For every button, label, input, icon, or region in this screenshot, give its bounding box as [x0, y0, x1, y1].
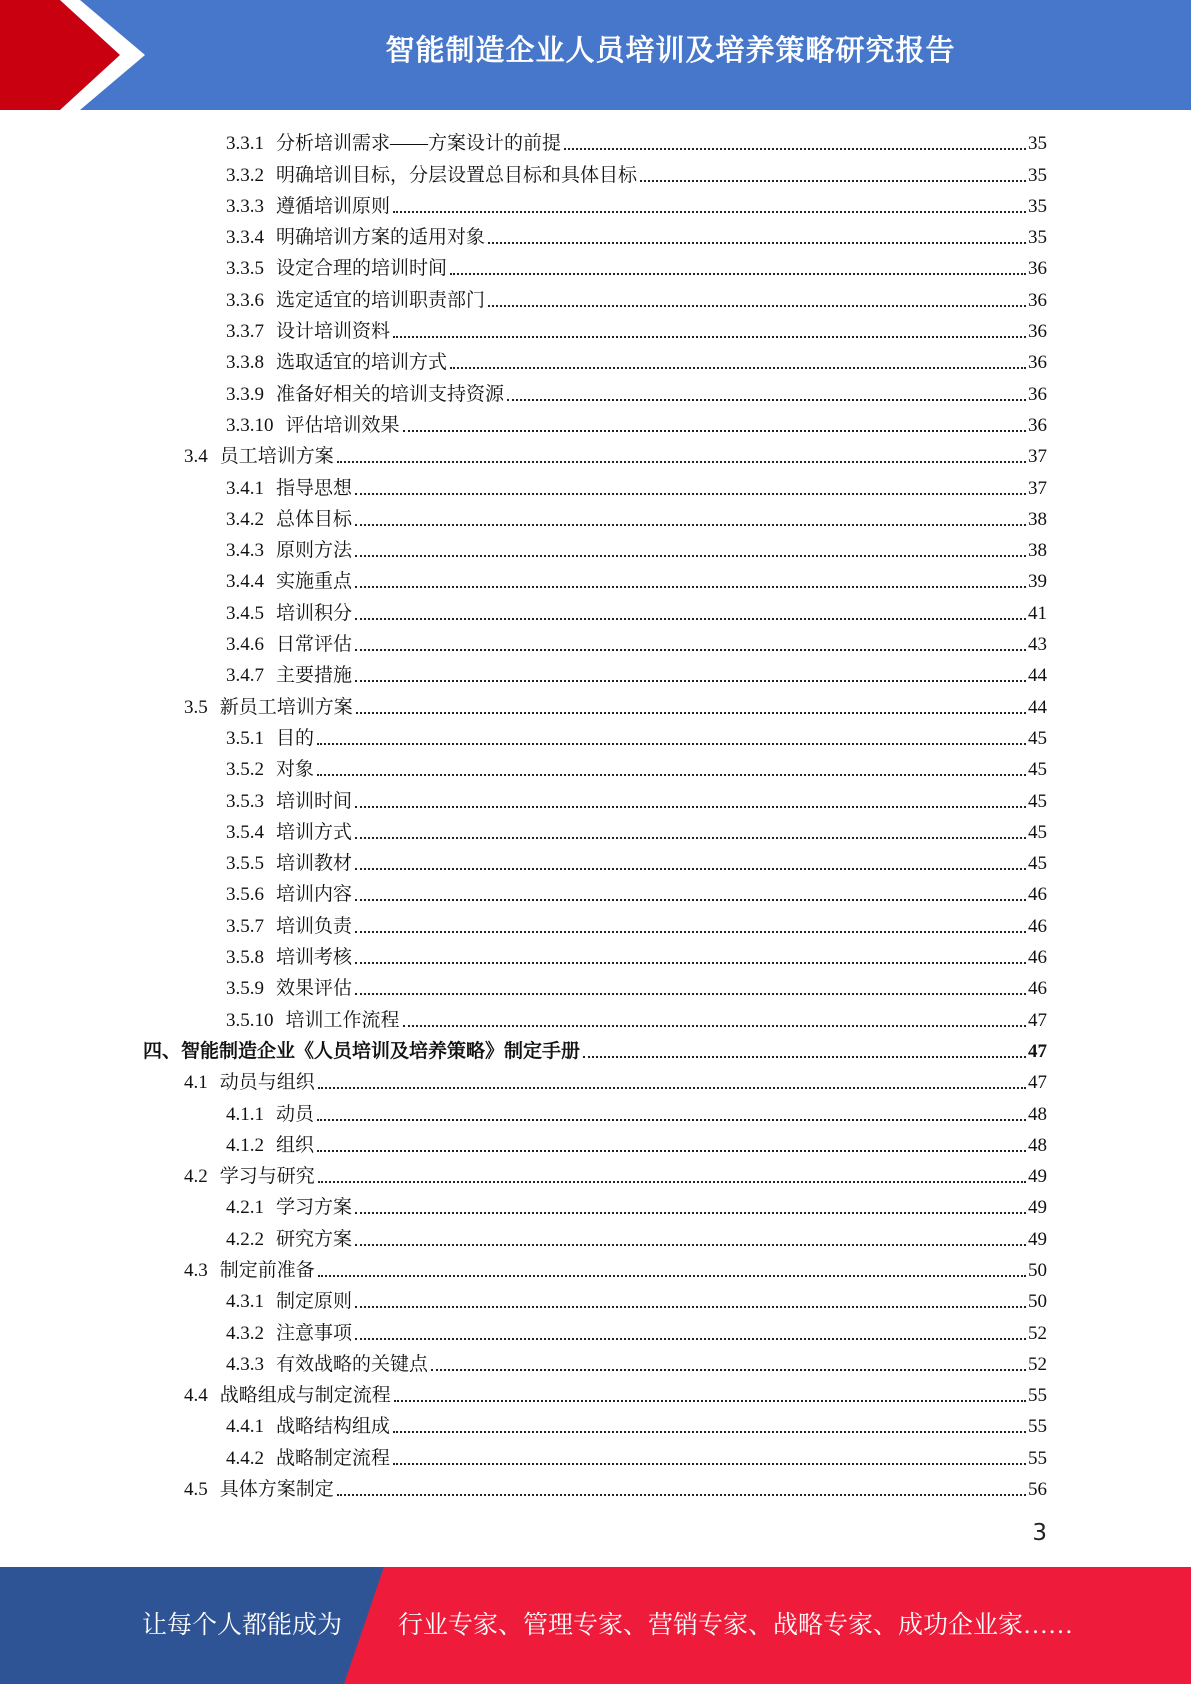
- toc-entry-page: 48: [1028, 1103, 1047, 1125]
- toc-entry-title: 培训方式: [276, 821, 353, 843]
- toc-dot-leader: [564, 148, 1026, 150]
- toc-entry-title: 培训内容: [276, 884, 353, 906]
- toc-entry-number: 3.5.4: [226, 821, 264, 843]
- toc-entry-title: 明确培训目标，分层设置总目标和具体目标: [276, 164, 638, 186]
- toc-entry-number: 3.5.6: [226, 884, 264, 906]
- toc-entry-page: 56: [1028, 1479, 1047, 1501]
- toc-entry[interactable]: [0, 1128, 1191, 1159]
- toc-dot-leader: [431, 1369, 1026, 1371]
- toc-entry-number: 3.5.7: [226, 915, 264, 937]
- toc-entry-label: [226, 316, 390, 345]
- toc-entry[interactable]: [0, 157, 1191, 188]
- toc-entry-label: [226, 191, 390, 220]
- toc-entry-label: [226, 973, 352, 1002]
- toc-entry-label: [184, 1255, 315, 1284]
- toc-dot-leader: [317, 743, 1026, 745]
- toc-entry-page: 49: [1028, 1197, 1047, 1219]
- toc-entry-page: 46: [1028, 978, 1047, 1000]
- toc-entry-page: 35: [1028, 133, 1047, 155]
- toc-entry-number: 3.3.5: [226, 258, 264, 280]
- toc-entry-number: 3.4.3: [226, 540, 264, 562]
- toc-entry-number: 3.3.2: [226, 164, 264, 186]
- toc-entry-number: 3.3.4: [226, 227, 264, 249]
- toc-entry[interactable]: [0, 251, 1191, 282]
- toc-entry-title: 设定合理的培训时间: [276, 258, 448, 280]
- toc-entry-label: [226, 1411, 390, 1440]
- toc-entry-label: [143, 1036, 580, 1065]
- toc-entry-page: 36: [1028, 414, 1047, 436]
- toc-entry-number: 3.3.1: [226, 133, 264, 155]
- toc-dot-leader: [355, 931, 1026, 933]
- toc-entry-number: 4.3.1: [226, 1291, 264, 1313]
- page-header: [0, 0, 1191, 110]
- toc-entry[interactable]: [0, 1378, 1191, 1409]
- toc-entry-number: 4.1.2: [226, 1134, 264, 1156]
- toc-dot-leader: [640, 180, 1026, 182]
- toc-entry-label: [226, 504, 352, 533]
- toc-entry-title: 分析培训需求——方案设计的前提: [276, 133, 562, 155]
- toc-entry-page: 37: [1028, 446, 1047, 468]
- toc-entry-label: [226, 473, 352, 502]
- toc-entry-number: 4.4.1: [226, 1416, 264, 1438]
- toc-entry-number: 3.5.3: [226, 790, 264, 812]
- toc-entry-number: 3.5.2: [226, 759, 264, 781]
- toc-dot-leader: [355, 899, 1026, 901]
- toc-entry-page: 37: [1028, 477, 1047, 499]
- toc-entry-page: 47: [1028, 1009, 1047, 1031]
- toc-entry[interactable]: [0, 1284, 1191, 1315]
- toc-entry-label: [226, 1099, 314, 1128]
- toc-entry[interactable]: [0, 1034, 1191, 1065]
- toc-entry[interactable]: [0, 1065, 1191, 1096]
- toc-entry-label: [226, 566, 352, 595]
- toc-entry-label: [184, 1380, 391, 1409]
- toc-entry-number: 3.3.9: [226, 383, 264, 405]
- toc-entry-title: 动员: [276, 1103, 315, 1125]
- toc-dot-leader: [488, 305, 1026, 307]
- toc-entry-title: 培训考核: [276, 947, 353, 969]
- toc-entry[interactable]: [0, 1190, 1191, 1221]
- toc-entry-title: 培训时间: [276, 790, 353, 812]
- toc-entry-page: 48: [1028, 1134, 1047, 1156]
- toc-entry-label: [226, 786, 352, 815]
- toc-entry-title: 遵循培训原则: [276, 195, 391, 217]
- toc-entry-title: 有效战略的关键点: [276, 1353, 429, 1375]
- toc-entry-number: 4.3.2: [226, 1322, 264, 1344]
- toc-entry-page: 45: [1028, 821, 1047, 843]
- toc-entry-page: 36: [1028, 352, 1047, 374]
- toc-entry-page: 45: [1028, 790, 1047, 812]
- toc-entry-page: 52: [1028, 1322, 1047, 1344]
- toc-entry-number: 3.4: [184, 446, 208, 468]
- table-of-contents: [0, 126, 1191, 1503]
- toc-entry-page: 55: [1028, 1447, 1047, 1469]
- toc-entry-number: 3.3.10: [226, 414, 274, 436]
- toc-entry-number: 3.3.3: [226, 195, 264, 217]
- toc-entry-number: 4.4.2: [226, 1447, 264, 1469]
- toc-dot-leader: [355, 680, 1026, 682]
- toc-entry[interactable]: [0, 908, 1191, 939]
- toc-dot-leader: [337, 461, 1026, 463]
- toc-entry-page: 36: [1028, 321, 1047, 343]
- toc-entry-page: 36: [1028, 383, 1047, 405]
- toc-entry-title: 原则方法: [276, 540, 353, 562]
- toc-dot-leader: [355, 1244, 1026, 1246]
- toc-entry-number: 3.4.7: [226, 665, 264, 687]
- toc-entry-label: [226, 1318, 352, 1347]
- toc-dot-leader: [355, 993, 1026, 995]
- toc-entry-title: 注意事项: [276, 1322, 353, 1344]
- toc-dot-leader: [403, 430, 1026, 432]
- toc-entry[interactable]: [0, 502, 1191, 533]
- page-footer: [0, 1567, 1191, 1684]
- toc-dot-leader: [355, 493, 1026, 495]
- toc-dot-leader: [355, 1212, 1026, 1214]
- toc-entry[interactable]: [0, 1096, 1191, 1127]
- toc-dot-leader: [318, 1181, 1026, 1183]
- toc-entry-page: 46: [1028, 947, 1047, 969]
- toc-dot-leader: [507, 399, 1026, 401]
- toc-entry-label: [226, 660, 352, 689]
- header-arrow-graphic: [0, 0, 160, 110]
- toc-entry[interactable]: [0, 564, 1191, 595]
- footer-slogan-right: 行业专家、管理专家、营销专家、战略专家、成功企业家……: [398, 1612, 1074, 1639]
- toc-entry-number: 4.1: [184, 1072, 208, 1094]
- toc-entry[interactable]: [0, 846, 1191, 877]
- toc-entry[interactable]: [0, 1002, 1191, 1033]
- toc-dot-leader: [355, 649, 1026, 651]
- toc-entry-label: [226, 1286, 352, 1315]
- toc-entry-number: 3.4.4: [226, 571, 264, 593]
- toc-entry[interactable]: [0, 189, 1191, 220]
- toc-entry-page: 47: [1028, 1072, 1047, 1094]
- toc-entry-title: 培训教材: [276, 853, 353, 875]
- toc-entry-label: [226, 942, 352, 971]
- toc-entry-label: [226, 817, 352, 846]
- toc-entry-page: 45: [1028, 853, 1047, 875]
- toc-entry-number: 3.5.9: [226, 978, 264, 1000]
- toc-entry[interactable]: [0, 282, 1191, 313]
- toc-entry-number: 4.3: [184, 1259, 208, 1281]
- toc-entry-page: 46: [1028, 884, 1047, 906]
- toc-entry[interactable]: [0, 345, 1191, 376]
- toc-entry[interactable]: [0, 439, 1191, 470]
- toc-entry-page: 52: [1028, 1353, 1047, 1375]
- toc-entry-page: 38: [1028, 508, 1047, 530]
- toc-entry[interactable]: [0, 533, 1191, 564]
- toc-entry-title: 效果评估: [276, 978, 353, 1000]
- toc-entry-page: 50: [1028, 1291, 1047, 1313]
- toc-entry-page: 35: [1028, 164, 1047, 186]
- toc-entry-page: 36: [1028, 289, 1047, 311]
- toc-entry-title: 新员工培训方案: [219, 696, 353, 718]
- toc-dot-leader: [403, 1025, 1026, 1027]
- toc-entry-page: 35: [1028, 227, 1047, 249]
- toc-entry-title: 指导思想: [276, 477, 353, 499]
- toc-entry[interactable]: [0, 1347, 1191, 1378]
- toc-entry-label: [226, 1005, 400, 1034]
- toc-entry-page: 38: [1028, 540, 1047, 562]
- toc-dot-leader: [355, 806, 1026, 808]
- toc-entry-title: 制定原则: [276, 1291, 353, 1313]
- toc-entry-label: [226, 1349, 428, 1378]
- toc-entry-label: [226, 160, 637, 189]
- toc-entry-number: 4.4: [184, 1385, 208, 1407]
- toc-entry-number: 3.5.1: [226, 727, 264, 749]
- toc-dot-leader: [583, 1056, 1026, 1058]
- toc-entry-page: 43: [1028, 634, 1047, 656]
- toc-entry-title: 员工培训方案: [219, 446, 334, 468]
- toc-dot-leader: [355, 962, 1026, 964]
- toc-entry[interactable]: [0, 627, 1191, 658]
- toc-entry-title: 战略组成与制定流程: [219, 1385, 391, 1407]
- toc-entry-label: [184, 1474, 334, 1503]
- toc-entry-number: 3.3.6: [226, 289, 264, 311]
- toc-entry-title: 主要措施: [276, 665, 353, 687]
- page-number: 3: [1032, 1520, 1047, 1546]
- toc-entry-title: 对象: [276, 759, 315, 781]
- toc-entry[interactable]: [0, 783, 1191, 814]
- document-title: 智能制造企业人员培训及培养策略研究报告: [385, 33, 956, 67]
- toc-entry-number: 3.4.2: [226, 508, 264, 530]
- toc-entry-page: 55: [1028, 1385, 1047, 1407]
- toc-entry-number: 4.2: [184, 1166, 208, 1188]
- toc-entry-page: 41: [1028, 602, 1047, 624]
- toc-entry-label: [226, 1130, 314, 1159]
- toc-entry-label: [226, 535, 352, 564]
- toc-entry-title: 动员与组织: [219, 1072, 315, 1094]
- toc-entry-title: 培训工作流程: [285, 1009, 400, 1031]
- toc-entry-label: [226, 754, 314, 783]
- toc-entry-label: [226, 1192, 352, 1221]
- toc-dot-leader: [337, 1494, 1026, 1496]
- toc-entry-page: 46: [1028, 915, 1047, 937]
- toc-entry-label: [184, 1067, 315, 1096]
- toc-entry-title: 四、智能制造企业《人员培训及培养策略》制定手册: [143, 1040, 581, 1062]
- toc-entry-number: 3.4.1: [226, 477, 264, 499]
- toc-entry[interactable]: [0, 689, 1191, 720]
- toc-entry-page: 45: [1028, 727, 1047, 749]
- toc-entry-title: 明确培训方案的适用对象: [276, 227, 486, 249]
- toc-entry-number: 3.5.5: [226, 853, 264, 875]
- toc-entry[interactable]: [0, 1440, 1191, 1471]
- toc-dot-leader: [355, 1338, 1026, 1340]
- toc-entry-title: 评估培训效果: [285, 414, 400, 436]
- toc-entry[interactable]: [0, 877, 1191, 908]
- toc-entry-label: [226, 598, 352, 627]
- toc-dot-leader: [394, 1400, 1026, 1402]
- toc-entry[interactable]: [0, 721, 1191, 752]
- toc-entry-page: 44: [1028, 665, 1047, 687]
- toc-entry-label: [226, 285, 485, 314]
- toc-entry[interactable]: [0, 1472, 1191, 1503]
- toc-entry-title: 学习与研究: [219, 1166, 315, 1188]
- toc-entry[interactable]: [0, 752, 1191, 783]
- toc-entry-number: 4.1.1: [226, 1103, 264, 1125]
- toc-dot-leader: [488, 242, 1026, 244]
- toc-entry-number: 3.5.8: [226, 947, 264, 969]
- toc-dot-leader: [318, 1087, 1026, 1089]
- toc-entry-number: 3.5: [184, 696, 208, 718]
- toc-entry-title: 准备好相关的培训支持资源: [276, 383, 505, 405]
- toc-entry-label: [226, 1224, 352, 1253]
- toc-entry-label: [226, 347, 447, 376]
- toc-entry-label: [226, 128, 561, 157]
- toc-entry[interactable]: [0, 1253, 1191, 1284]
- toc-entry[interactable]: [0, 971, 1191, 1002]
- toc-entry-number: 3.4.6: [226, 634, 264, 656]
- toc-dot-leader: [318, 1275, 1026, 1277]
- toc-entry-page: 55: [1028, 1416, 1047, 1438]
- toc-dot-leader: [355, 586, 1026, 588]
- toc-entry-label: [226, 879, 352, 908]
- toc-entry[interactable]: [0, 470, 1191, 501]
- toc-dot-leader: [393, 1463, 1026, 1465]
- toc-entry[interactable]: [0, 1409, 1191, 1440]
- toc-entry-label: [226, 222, 485, 251]
- toc-entry-label: [226, 629, 352, 658]
- toc-entry[interactable]: [0, 220, 1191, 251]
- toc-entry[interactable]: [0, 376, 1191, 407]
- toc-entry-title: 研究方案: [276, 1228, 353, 1250]
- toc-dot-leader: [355, 618, 1026, 620]
- toc-entry-number: 3.5.10: [226, 1009, 274, 1031]
- toc-entry-title: 设计培训资料: [276, 321, 391, 343]
- toc-entry[interactable]: [0, 408, 1191, 439]
- toc-entry-label: [184, 1161, 315, 1190]
- toc-entry-page: 39: [1028, 571, 1047, 593]
- toc-entry-number: 4.3.3: [226, 1353, 264, 1375]
- toc-entry[interactable]: [0, 1159, 1191, 1190]
- toc-dot-leader: [355, 837, 1026, 839]
- toc-entry-page: 36: [1028, 258, 1047, 280]
- toc-entry-number: 4.2.1: [226, 1197, 264, 1219]
- toc-entry-page: 44: [1028, 696, 1047, 718]
- toc-dot-leader: [450, 273, 1026, 275]
- footer-slogan-left: 让每个人都能成为: [142, 1612, 343, 1639]
- toc-entry-title: 培训负责: [276, 915, 353, 937]
- toc-entry-label: [226, 911, 352, 940]
- toc-entry-label: [226, 379, 504, 408]
- toc-dot-leader: [450, 367, 1026, 369]
- toc-entry[interactable]: [0, 940, 1191, 971]
- toc-entry-title: 日常评估: [276, 634, 353, 656]
- toc-entry-number: 3.3.8: [226, 352, 264, 374]
- toc-entry-number: 3.4.5: [226, 602, 264, 624]
- toc-entry[interactable]: [0, 1221, 1191, 1252]
- toc-entry[interactable]: [0, 1315, 1191, 1346]
- toc-dot-leader: [393, 211, 1026, 213]
- toc-entry-number: 4.5: [184, 1479, 208, 1501]
- toc-entry[interactable]: [0, 815, 1191, 846]
- toc-entry-page: 49: [1028, 1228, 1047, 1250]
- toc-entry[interactable]: [0, 126, 1191, 157]
- toc-entry-label: [226, 253, 447, 282]
- toc-entry-page: 35: [1028, 195, 1047, 217]
- toc-dot-leader: [317, 1150, 1026, 1152]
- toc-entry-title: 目的: [276, 727, 315, 749]
- toc-dot-leader: [355, 1306, 1026, 1308]
- toc-entry-title: 实施重点: [276, 571, 353, 593]
- toc-entry-title: 制定前准备: [219, 1259, 315, 1281]
- toc-entry[interactable]: [0, 658, 1191, 689]
- toc-entry-label: [184, 692, 353, 721]
- toc-dot-leader: [355, 524, 1026, 526]
- toc-entry-label: [226, 848, 352, 877]
- toc-entry-label: [226, 1443, 390, 1472]
- toc-entry-title: 具体方案制定: [219, 1479, 334, 1501]
- toc-entry[interactable]: [0, 595, 1191, 626]
- toc-entry-page: 49: [1028, 1166, 1047, 1188]
- toc-dot-leader: [393, 336, 1026, 338]
- toc-dot-leader: [393, 1431, 1026, 1433]
- toc-entry-title: 学习方案: [276, 1197, 353, 1219]
- toc-entry-page: 50: [1028, 1259, 1047, 1281]
- toc-entry-page: 45: [1028, 759, 1047, 781]
- toc-entry-title: 组织: [276, 1134, 315, 1156]
- toc-entry-label: [184, 441, 334, 470]
- toc-entry-title: 战略制定流程: [276, 1447, 391, 1469]
- toc-entry[interactable]: [0, 314, 1191, 345]
- toc-dot-leader: [355, 555, 1026, 557]
- toc-dot-leader: [355, 868, 1026, 870]
- toc-dot-leader: [317, 774, 1026, 776]
- toc-entry-title: 总体目标: [276, 508, 353, 530]
- toc-dot-leader: [317, 1119, 1026, 1121]
- toc-entry-number: 3.3.7: [226, 321, 264, 343]
- toc-entry-title: 战略结构组成: [276, 1416, 391, 1438]
- toc-entry-number: 4.2.2: [226, 1228, 264, 1250]
- toc-entry-title: 选定适宜的培训职责部门: [276, 289, 486, 311]
- toc-dot-leader: [356, 712, 1026, 714]
- toc-entry-page: 47: [1028, 1040, 1047, 1062]
- toc-entry-label: [226, 410, 400, 439]
- toc-entry-title: 选取适宜的培训方式: [276, 352, 448, 374]
- toc-entry-title: 培训积分: [276, 602, 353, 624]
- toc-entry-label: [226, 723, 314, 752]
